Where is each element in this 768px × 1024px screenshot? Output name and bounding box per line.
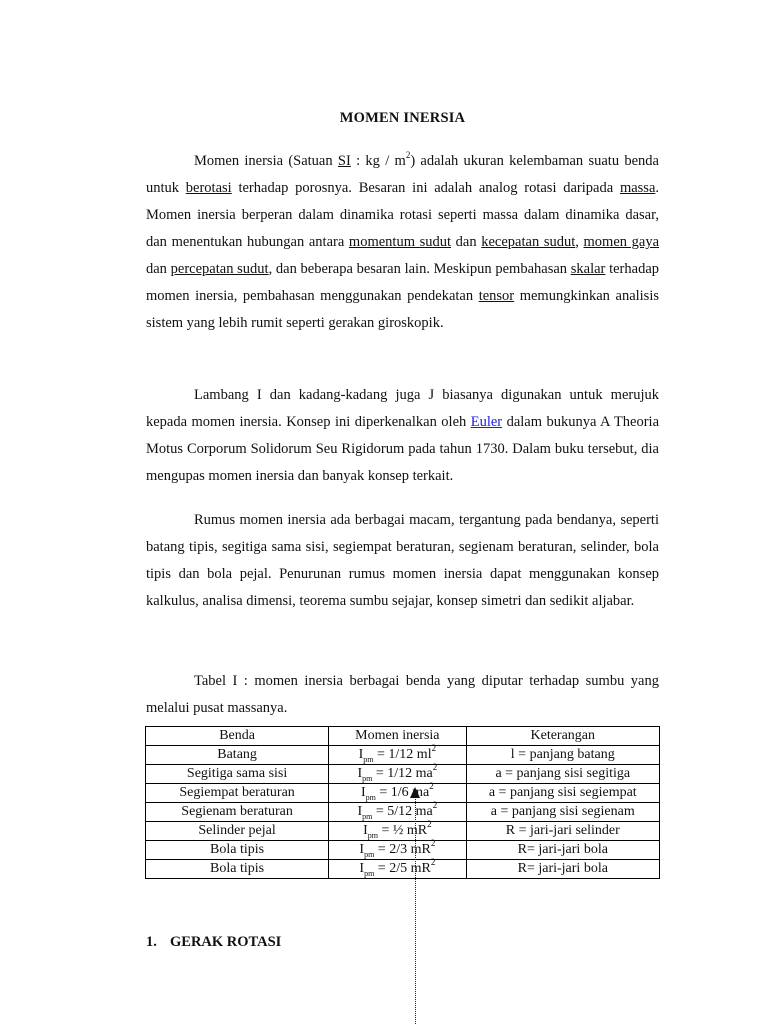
cell-benda: Segienam beraturan <box>146 803 329 822</box>
table-row <box>146 822 660 841</box>
cell-formula: $I_{pm}$ = ½ $mR^2$ <box>329 822 466 841</box>
table-row <box>146 841 660 860</box>
text-run: memungkinkan analisis sistem yang lebih rumit seperti gerakan giroskopik. <box>146 288 660 331</box>
link-tensor[interactable]: tensor <box>478 288 515 304</box>
text-run: , dan beberapa besaran lain. Meskipun pembahasan <box>268 261 571 277</box>
cell-keterangan: a = panjang sisi segienam <box>466 803 659 822</box>
cell-benda: Selinder pejal <box>146 822 329 841</box>
arrow-up-icon <box>410 787 420 798</box>
cell-keterangan: a = panjang sisi segitiga <box>466 765 659 784</box>
paragraph-2 <box>146 382 659 490</box>
text-run: dalam bukunya A Theoria Motus Corporum Solidorum Seu Rigidorum pada tahun 1730. Dalam buku tersebut, dia mengupas momen inersia dan banyak konsep terkait. <box>146 414 660 484</box>
link-momen-gaya[interactable]: momen gaya <box>583 234 660 250</box>
paragraph-3-text: Rumus momen inersia ada berbagai macam, tergantung pada bendanya, seperti batang tipis, segitiga sama sisi, segiempat beraturan, segienam beraturan, selinder, bola tipis dan bola pejal. Penurunan rumus momen inersia dapat menggunakan konsep kalkulus, analisa dimensi, teorema sumbu sejajar, konsep simetri dan sedikit aljabar. <box>146 512 659 609</box>
text-run: terhadap porosnya. Besaran ini adalah analog rotasi daripada <box>231 180 620 196</box>
cell-formula: $I_{pm} = 2/3$ $mR^2$ <box>329 841 466 860</box>
page-title: MOMEN INERSIA <box>339 110 466 126</box>
moment-of-inertia-table <box>145 726 660 879</box>
text-run: terhadap momen inersia, pembahasan menggunakan pendekatan <box>146 261 659 304</box>
header-benda: Benda <box>146 727 329 746</box>
cell-benda: Segiempat beraturan <box>146 784 329 803</box>
cell-benda: Bola tipis <box>146 860 329 879</box>
header-momen-inersia: Momen inersia <box>329 727 466 746</box>
paragraph-1 <box>146 148 659 337</box>
text-run: : kg / m <box>350 153 406 169</box>
table-row <box>146 860 660 879</box>
cell-keterangan: a = panjang sisi segiempat <box>466 784 659 803</box>
header-keterangan: Keterangan <box>466 727 659 746</box>
link-berotasi[interactable]: berotasi <box>185 180 232 196</box>
cell-formula: $I_{pm} = 1/6$ $ma^2$ <box>329 784 466 803</box>
table-row <box>146 784 660 803</box>
link-massa[interactable]: massa <box>619 180 656 196</box>
link-momentum-sudut[interactable]: momentum sudut <box>348 234 452 250</box>
table-row <box>146 765 660 784</box>
superscript: 2 <box>405 150 411 161</box>
table-row <box>146 803 660 822</box>
link-kecepatan-sudut[interactable]: kecepatan sudut <box>481 234 576 250</box>
cell-benda: Batang <box>146 746 329 765</box>
text-run: . Momen inersia berperan dalam dinamika rotasi seperti massa dalam dinamika dasar, dan menentukan hubungan antara <box>146 180 659 250</box>
cell-formula: $I_{pm} = 1/12$ $ma^2$ <box>329 765 466 784</box>
link-euler[interactable]: Euler <box>470 414 503 430</box>
cell-keterangan: R= jari-jari bola <box>466 860 659 879</box>
text-run: ) adalah ukuran kelembaman suatu benda untuk <box>146 153 659 196</box>
section-heading <box>146 934 281 951</box>
text-run: dan <box>451 234 482 250</box>
link-skalar[interactable]: skalar <box>570 261 606 277</box>
link-si[interactable]: SI <box>337 153 351 169</box>
text-run: Lambang I dan kadang-kadang juga J biasanya digunakan untuk merujuk kepada momen inersia. Konsep ini diperkenalkan oleh <box>146 387 659 430</box>
text-run: dan <box>146 261 171 277</box>
cell-formula: $I_{pm} = 1/12$ $ml^2$ <box>329 746 466 765</box>
cell-keterangan: R = jari-jari selinder <box>466 822 659 841</box>
cell-keterangan: R= jari-jari bola <box>466 841 659 860</box>
paragraph-3 <box>146 507 659 615</box>
cell-formula: $I_{pm} = 2/5$ $mR^2$ <box>329 860 466 879</box>
cell-benda: Segitiga sama sisi <box>146 765 329 784</box>
text-run: , <box>575 234 584 250</box>
dotted-guide-line <box>415 790 416 1024</box>
cell-keterangan: l = panjang batang <box>466 746 659 765</box>
table-header-row <box>146 727 660 746</box>
cell-benda: Bola tipis <box>146 841 329 860</box>
link-percepatan-sudut[interactable]: percepatan sudut <box>170 261 269 277</box>
section-number: 1. <box>146 934 157 950</box>
table-row <box>146 746 660 765</box>
text-run: Momen inersia (Satuan <box>194 153 338 169</box>
cell-formula: $I_{pm} = 5/12$ $ma^2$ <box>329 803 466 822</box>
caption-text: Tabel I : momen inersia berbagai benda yang diputar terhadap sumbu yang melalui pusat massanya. <box>146 673 659 716</box>
section-title: GERAK ROTASI <box>170 934 282 950</box>
table-caption <box>146 668 659 722</box>
